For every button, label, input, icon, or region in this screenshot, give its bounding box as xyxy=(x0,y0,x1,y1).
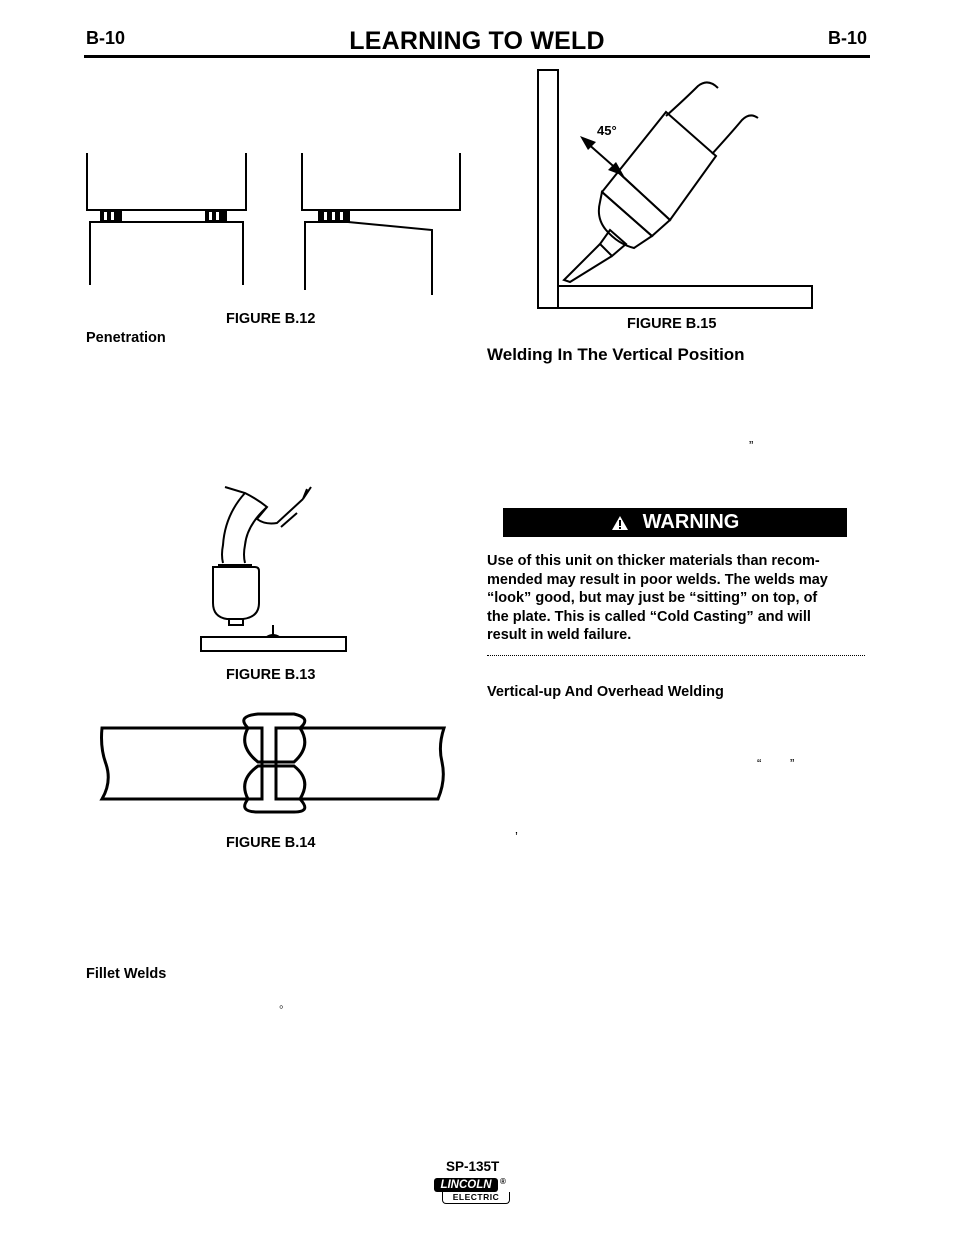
logo-electric: ELECTRIC xyxy=(442,1192,510,1204)
figure-b13-drawing xyxy=(195,485,355,655)
stray-degree-glyph: ◦ xyxy=(279,999,284,1014)
stray-quote-glyph: ” xyxy=(749,438,754,453)
page-number-left: B-10 xyxy=(86,28,126,48)
section-fillet-welds: Fillet Welds xyxy=(86,966,167,982)
logo-registered: ® xyxy=(500,1177,506,1186)
section-penetration: Penetration xyxy=(86,330,166,346)
figure-b14-caption: FIGURE B.14 xyxy=(226,835,316,851)
lincoln-electric-logo xyxy=(432,1176,512,1206)
figure-b13-caption: FIGURE B.13 xyxy=(226,667,316,683)
warning-triangle-icon xyxy=(611,515,629,531)
figure-b12-drawing xyxy=(80,150,470,300)
warning-line: “look” good, but may just be “sitting” on top, of xyxy=(487,590,818,607)
warning-line: result in weld failure. xyxy=(487,627,632,644)
page-title: LEARNING TO WELD xyxy=(349,27,605,55)
header-rule xyxy=(84,55,870,58)
warning-line: the plate. This is called “Cold Casting” and will xyxy=(487,608,811,625)
footer-model: SP-135T xyxy=(446,1159,500,1174)
warning-label: WARNING xyxy=(642,511,740,533)
warning-text xyxy=(487,552,862,645)
figure-b14-drawing xyxy=(98,712,450,814)
warning-line: Use of this unit on thicker materials than recom- xyxy=(487,553,820,569)
section-vertical-position: Welding In The Vertical Position xyxy=(487,345,745,364)
figure-b15-drawing xyxy=(536,68,816,312)
section-vertical-up-overhead: Vertical-up And Overhead Welding xyxy=(487,684,724,700)
warning-divider xyxy=(487,655,865,656)
figure-b15-caption: FIGURE B.15 xyxy=(627,316,717,332)
warning-line: mended may result in poor welds. The welds may xyxy=(487,571,828,588)
stray-apostrophe-glyph: ’ xyxy=(515,829,518,844)
warning-banner xyxy=(503,508,847,537)
figure-b12-caption: FIGURE B.12 xyxy=(226,311,316,327)
page-number-right: B-10 xyxy=(828,28,868,48)
logo-lincoln: LINCOLN xyxy=(434,1178,498,1192)
figure-b15-angle-label: 45° xyxy=(597,123,617,138)
stray-open-quote-glyph: “ xyxy=(757,756,762,771)
stray-close-quote-glyph: ” xyxy=(790,756,795,771)
